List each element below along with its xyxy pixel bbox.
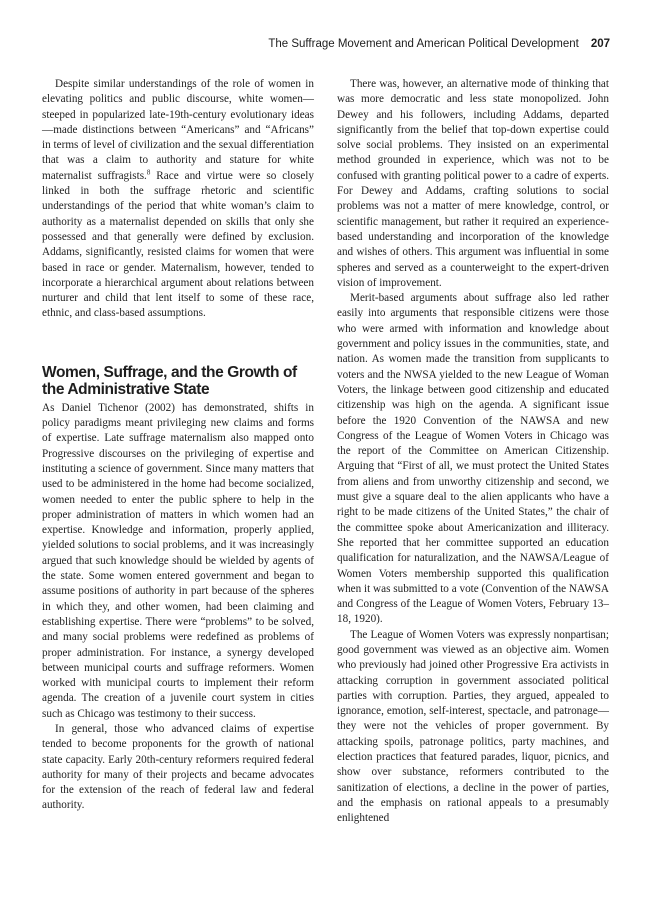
page-number: 207 [590,38,610,50]
paragraph: As Daniel Tichenor (2002) has demonstrated, shifts in policy paradigms meant privileging new claims and forms of expertise. Late suffrage maternalism also mapped onto Progressive discourses on the privileging of expertise and instituting a science of government. Since many matters that used to be administered in the home had become socialized, women needed to enter the public sphere to help in the proper administration of matters in which women had an expertise. Knowledge and information, properly applied, yielded solutions to social problems, and it was increasingly argued that such knowledge should be wielded by agents of the state. Some women entered government and began to assume positions of authority in part because of the spheres in which they, and other women, had been claiming and establishing expertise. There were “problems” to be solved, and many social problems were redefined as problems of proper administration. For instance, a synergy developed between municipal courts and suffrage reformers. Women worked with municipal courts to implement their reform agenda. The creation of a juvenile court system in cities such as Chicago was testimony to their success. [42,401,314,720]
footnote-marker: 8 [146,168,151,177]
paragraph-text: Despite similar understandings of the role of women in elevating politics and public discourse, white women—steeped in popularized late-19th-century evolutionary ideas—made distinctions between “Americans” and “Africans” in terms of level of civilization and the sexual differentiation that was a claim to authority and stature for white maternalist suffragists. [42,78,314,182]
paragraph: The League of Women Voters was expressly nonpartisan; good government was viewed as an objective aim. Women who previously had joined other Progressive Era activists in attacking corruption in government associated political parties with corruption. Parties, they argued, appealed to ignorance, emotion, self-interest, spectacle, and patronage—they were not the vehicles of proper government. By attacking spoils, patronage politics, party machines, and election practices that featured parades, liquor, picnics, and show over substance, reformers contributed to the sanitization of elections, a decline in the power of parties, and the emphasis on rational appeals to a presumably enlightened [337,628,609,825]
section-heading: Women, Suffrage, and the Growth of the Administrative State [42,363,297,399]
paragraph: Merit-based arguments about suffrage also led rather easily into arguments that responsible citizens were those who were armed with information and knowledge about government and policy issues in the communities, state, and nation. As women made the transition from supplicants to voters and the NWSA yielded to the new League of Woman Voters, the linkage between good citizenship and educated citizenship was high on the agenda. A significant issue before the 1920 Convention of the NAWSA and new Congress of the League of Women Voters in Chicago was the report of the Committee on American Citizenship. Arguing that “First of all, we must protect the United States from aliens and from unworthy citizenship and second, we must give a square deal to the alien applicants who have a right to be made citizens of the United States,” the chair of the committee spoke about Americanization and illiteracy. She reported that her committee supported an education qualification for naturalization, and the NAWSA/League of Women Voters membership supported this qualification when it was submitted to a vote (Convention of the NAWSA and Congress of the League of Women Voters, February 13–18, 1920). [337,292,609,626]
paragraph-text: Race and virtue were so closely linked in both the suffrage rhetoric and scientific understandings of the period that white woman’s claim to authority as a maternalist depended on skills that only she possessed and that generally were defined by exclusion. Addams, significantly, resisted claims for women that were based in race or gender. Maternalism, however, tended to incorporate a hierarchical argument about relations between nurturer and child that lent itself to some of these race, ethnic, and class-based assumptions. [42,169,314,320]
paragraph [42,77,314,322]
paragraph: There was, however, an alternative mode of thinking that was more democratic and less state monopolized. John Dewey and his followers, including Addams, departed significantly from the belief that top-down expertise could solve social problems. They insisted on an experimental method grounded in experience, which was not to be confused with granting political power to a cadre of experts. For Dewey and Addams, crafting solutions to social problems was not a matter of mere knowledge, control, or scientific management, but rather it required an experience-based understanding and incorporation of the knowledge and wishes of others. This argument was influential in some spheres and served as a counterweight to the expert-driven vision of improvement. [337,78,609,289]
paragraph: In general, those who advanced claims of expertise tended to become proponents for the growth of national state capacity. Early 20th-century reformers required federal authority for many of their projects and became advocates for the extension of the reach of federal law and federal authority. [42,722,314,812]
running-title: The Suffrage Movement and American Political Development [268,38,579,50]
running-header [0,38,610,50]
right-column [337,77,609,827]
left-column [42,77,314,814]
